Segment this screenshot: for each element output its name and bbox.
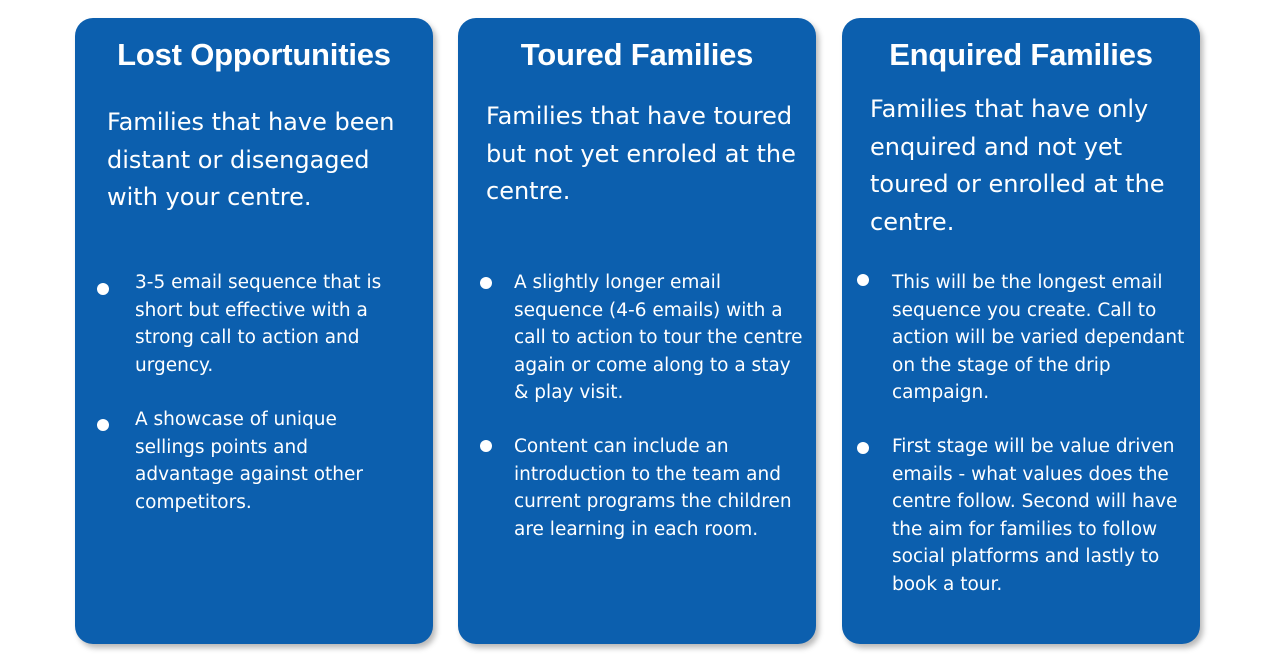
card-description: Families that have only enquired and not yet toured or enrolled at the centre.: [870, 95, 1165, 236]
card-lost-opportunities: [75, 18, 433, 644]
card-title: Lost Opportunities: [117, 37, 391, 72]
bullet-text: A showcase of unique sellings points and advantage against other competitors.: [135, 409, 364, 513]
bullet-dot-icon: [857, 442, 869, 454]
bullet-dot-icon: [97, 419, 109, 431]
bullet-text: First stage will be value driven emails - what values does the centre follow. Second will have the aim for families to follow social platforms and lastly to book a tour.: [892, 436, 1178, 595]
bullet-dot-icon: [857, 274, 869, 286]
bullet-text: A slightly longer email sequence (4-6 emails) with a call to action to tour the centre again or come along to a stay & play visit.: [514, 272, 803, 403]
card-description: Families that have been distant or disengaged with your centre.: [107, 108, 395, 211]
card-description: Families that have toured but not yet enroled at the centre.: [486, 102, 796, 205]
card-enquired-families: [842, 18, 1200, 644]
bullet-dot-icon: [480, 440, 492, 452]
bullet-text: This will be the longest email sequence you create. Call to action will be varied dependant on the stage of the drip campaign.: [892, 272, 1185, 403]
card-title: Toured Families: [520, 37, 754, 72]
bullet-text: 3-5 email sequence that is short but effective with a strong call to action and urgency.: [135, 272, 382, 376]
card-title: Enquired Families: [889, 37, 1153, 72]
bullet-dot-icon: [97, 283, 109, 295]
card-toured-families: [458, 18, 816, 644]
bullet-dot-icon: [480, 277, 492, 289]
bullet-text: Content can include an introduction to the team and current programs the children are learning in each room.: [514, 436, 792, 540]
